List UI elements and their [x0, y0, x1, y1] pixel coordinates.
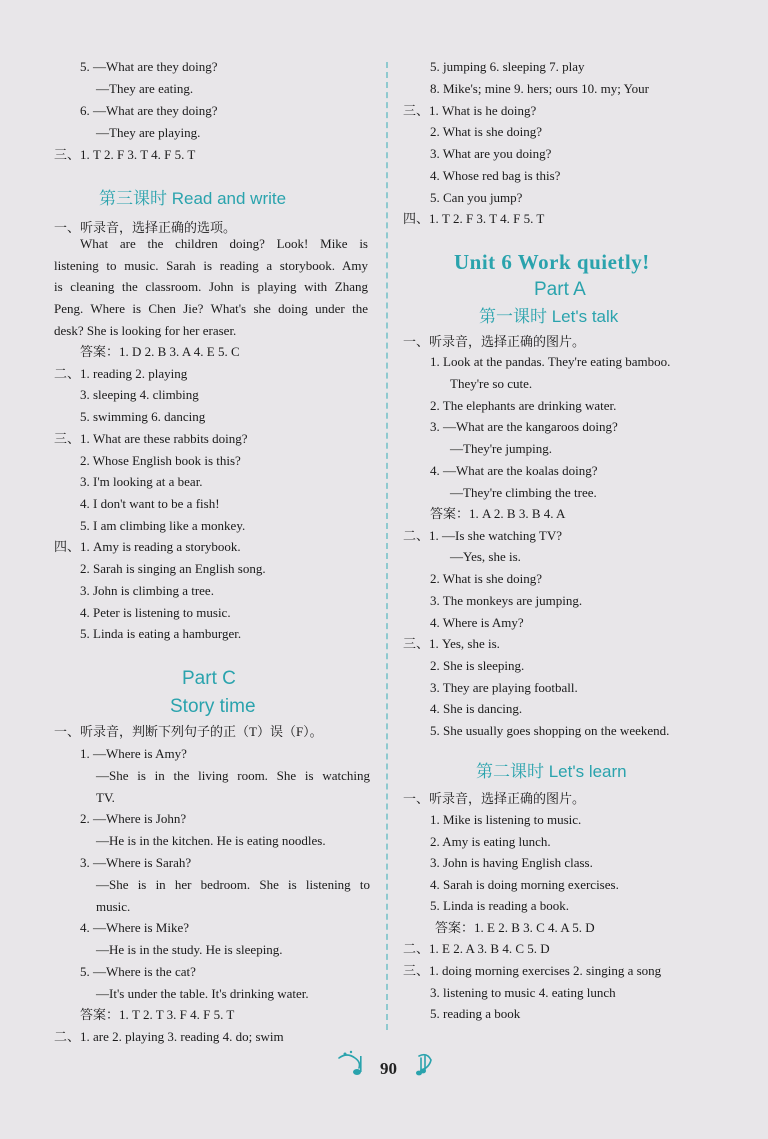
- lesson-heading: 第二课时 Let's learn: [476, 762, 627, 781]
- answer-line: 三、1. What is he doing?: [403, 103, 537, 118]
- answer-line: 2. Whose English book is this?: [80, 453, 241, 468]
- dialogue-line: —He is in the study. He is sleeping.: [96, 942, 283, 957]
- dialogue-line: 2. The elephants are drinking water.: [430, 398, 617, 413]
- answer-line: 2. Sarah is singing an English song.: [80, 561, 266, 576]
- question-heading: 一、听录音，判断下列句子的正（T）误（F）。: [54, 724, 323, 739]
- answer-line: 4. Sarah is doing morning exercises.: [430, 877, 619, 892]
- answer-line: 5. Linda is reading a book.: [430, 898, 569, 913]
- dialogue-line: —She is in her bedroom. She is listening to: [96, 877, 370, 892]
- answer-line: 2. What is she doing?: [430, 124, 543, 139]
- dialogue-line: 3. —What are the kangaroos doing?: [430, 419, 618, 434]
- answer-line: 2. She is sleeping.: [430, 658, 525, 673]
- dialogue-line: 2. —Where is John?: [80, 811, 187, 826]
- answer-line: 答案：1. D 2. B 3. A 4. E 5. C: [80, 344, 240, 359]
- answer-line: 3. I'm looking at a bear.: [80, 474, 203, 489]
- question-heading: 一、听录音，选择正确的图片。: [403, 791, 586, 806]
- dialogue-line: —They're jumping.: [450, 441, 552, 456]
- answer-line: 4. I don't want to be a fish!: [80, 496, 220, 511]
- answer-line: 三、1. What are these rabbits doing?: [54, 431, 248, 446]
- answer-line: 二、1. E 2. A 3. B 4. C 5. D: [403, 941, 550, 956]
- answer-line: 5. Linda is eating a hamburger.: [80, 626, 242, 641]
- question-heading: 一、听录音，选择正确的图片。: [403, 334, 586, 349]
- answer-line: 3. They are playing football.: [430, 680, 578, 695]
- question-heading: 一、听录音，选择正确的选项。: [54, 220, 237, 235]
- answer-line: 4. Where is Amy?: [430, 615, 524, 630]
- lesson-heading: 第三课时 Read and write: [99, 189, 287, 208]
- answer-line: 5. She usually goes shopping on the weekend.: [430, 723, 670, 738]
- part-heading: Part C: [182, 668, 236, 689]
- answer-line: 5. Can you jump?: [430, 190, 523, 205]
- answer-line: 4. She is dancing.: [430, 701, 523, 716]
- answer-line: 5. reading a book: [430, 1006, 521, 1021]
- dialogue-line: 1. Look at the pandas. They're eating bamboo.: [430, 354, 671, 369]
- answer-line: —They are playing.: [96, 125, 201, 140]
- dialogue-line: —They're climbing the tree.: [450, 485, 597, 500]
- answer-line: 2. What is she doing?: [430, 571, 543, 586]
- answer-line: 3. John is having English class.: [430, 855, 593, 870]
- part-heading: Part A: [534, 279, 586, 300]
- answer-line: 四、1. Amy is reading a storybook.: [54, 539, 241, 554]
- answer-line: 3. John is climbing a tree.: [80, 583, 214, 598]
- answer-line: 6. —What are they doing?: [80, 103, 218, 118]
- page-number: 90: [380, 1059, 397, 1078]
- lesson-heading: 第一课时 Let's talk: [479, 307, 619, 326]
- answer-line: 5. jumping 6. sleeping 7. play: [430, 59, 585, 74]
- answer-line: 3. The monkeys are jumping.: [430, 593, 583, 608]
- column-divider: [386, 62, 388, 1030]
- dialogue-line: —He is in the kitchen. He is eating noodles.: [96, 833, 326, 848]
- answer-line: 三、1. Yes, she is.: [403, 636, 500, 651]
- music-note-icon: [353, 1069, 361, 1075]
- passage-line: desk? She is looking for her eraser.: [54, 323, 237, 338]
- dialogue-line: 3. —Where is Sarah?: [80, 855, 192, 870]
- answer-line: 8. Mike's; mine 9. hers; ours 10. my; Your: [430, 81, 650, 96]
- answer-line: 三、1. doing morning exercises 2. singing a song: [403, 963, 662, 978]
- answer-line: 4. Peter is listening to music.: [80, 605, 231, 620]
- dialogue-line: 4. —What are the koalas doing?: [430, 463, 598, 478]
- dialogue-line: They're so cute.: [450, 376, 533, 391]
- answer-line: 答案：1. A 2. B 3. B 4. A: [430, 506, 566, 521]
- passage-line: What are the children doing? Look! Mike is: [80, 236, 368, 251]
- answer-line: 5. I am climbing like a monkey.: [80, 518, 246, 533]
- answer-line: 5. swimming 6. dancing: [80, 409, 206, 424]
- answer-line: 答案：1. E 2. B 3. C 4. A 5. D: [435, 920, 595, 935]
- answer-line: 二、1. are 2. playing 3. reading 4. do; swim: [54, 1029, 284, 1044]
- dialogue-line: —She is in the living room. She is watching: [96, 768, 370, 783]
- answer-line: 2. Amy is eating lunch.: [430, 834, 551, 849]
- answer-line: 二、1. —Is she watching TV?: [403, 528, 562, 543]
- dialogue-line: 5. —Where is the cat?: [80, 964, 196, 979]
- passage-line: listening to music. Sarah is reading a storybook. Amy: [54, 258, 368, 273]
- dialogue-line: 1. —Where is Amy?: [80, 746, 187, 761]
- section-heading: Story time: [170, 696, 256, 717]
- answer-line: 5. —What are they doing?: [80, 59, 218, 74]
- dialogue-line: music.: [96, 899, 131, 914]
- answer-line: 4. Whose red bag is this?: [430, 168, 561, 183]
- passage-line: Peng. Where is Chen Jie? What's she doing under the: [54, 301, 368, 316]
- unit-heading: Unit 6 Work quietly!: [454, 250, 650, 274]
- answer-line: 3. What are you doing?: [430, 146, 552, 161]
- answer-line: —They are eating.: [96, 81, 194, 96]
- answer-line: 答案：1. T 2. T 3. F 4. F 5. T: [80, 1007, 235, 1022]
- answer-line: 二、1. reading 2. playing: [54, 366, 188, 381]
- answer-line: 1. Mike is listening to music.: [430, 812, 582, 827]
- answer-line: 3. listening to music 4. eating lunch: [430, 985, 616, 1000]
- dialogue-line: —It's under the table. It's drinking water.: [96, 986, 309, 1001]
- answer-line: 四、1. T 2. F 3. T 4. F 5. T: [403, 211, 545, 226]
- answer-line: 3. sleeping 4. climbing: [80, 387, 199, 402]
- passage-line: is cleaning the classroom. John is playing with Zhang: [54, 279, 368, 294]
- answer-line: —Yes, she is.: [450, 549, 521, 564]
- answer-line: 三、1. T 2. F 3. T 4. F 5. T: [54, 147, 196, 162]
- dialogue-line: 4. —Where is Mike?: [80, 920, 190, 935]
- dialogue-line: TV.: [96, 790, 115, 805]
